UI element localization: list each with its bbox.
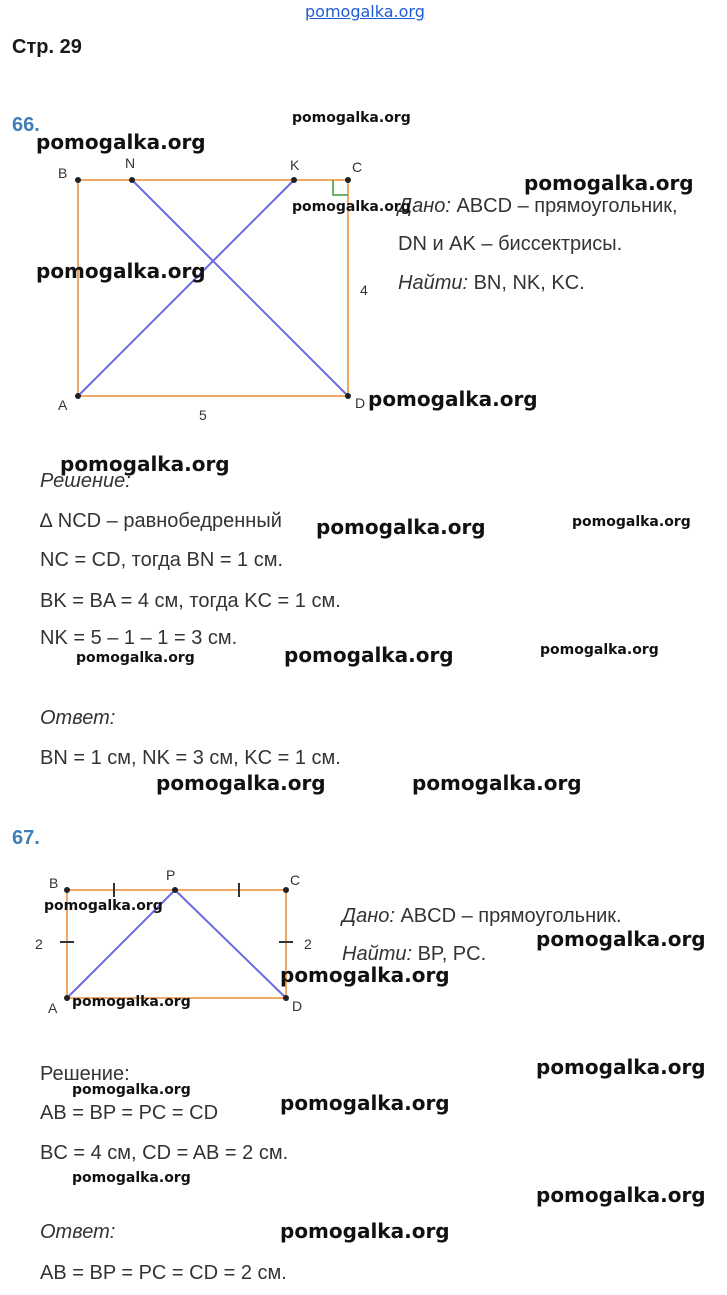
task-66-find	[398, 272, 585, 295]
watermark: pomogalka.org	[316, 515, 486, 539]
task-67-answer-label: Ответ:	[40, 1221, 116, 1243]
task-67-number: 67.	[12, 827, 40, 849]
task-66-number: 66.	[12, 114, 40, 136]
watermark: pomogalka.org	[284, 643, 454, 667]
watermark: pomogalka.org	[540, 642, 659, 658]
watermark: pomogalka.org	[280, 1091, 450, 1115]
watermark: pomogalka.org	[524, 171, 694, 195]
task-66-figure	[50, 152, 370, 432]
label-ab-length: 2	[35, 936, 43, 952]
watermark: pomogalka.org	[72, 994, 191, 1010]
watermark: pomogalka.org	[156, 771, 326, 795]
task-66-find-label: Найти:	[398, 272, 469, 294]
label-d: D	[355, 395, 366, 411]
point-b	[75, 177, 81, 183]
point-n	[129, 177, 135, 183]
task-66-solution-line: NK = 5 – 1 – 1 = 3 см.	[40, 627, 238, 649]
watermark: pomogalka.org	[412, 771, 582, 795]
watermark: pomogalka.org	[536, 1055, 706, 1079]
task-66-given-text: ABCD – прямоугольник,	[450, 195, 678, 217]
label-c: C	[290, 872, 301, 888]
label-b: B	[49, 875, 59, 891]
watermark: pomogalka.org	[536, 1183, 706, 1207]
label-d: D	[292, 998, 303, 1014]
segment-pd	[175, 890, 286, 998]
task-66-find-text: BN, NK, KC.	[468, 272, 585, 294]
label-c: C	[352, 159, 363, 175]
watermark: pomogalka.org	[36, 130, 206, 154]
watermark: pomogalka.org	[280, 1219, 450, 1243]
task-67-given-text: ABCD – прямоугольник.	[394, 905, 622, 927]
task-66-given	[398, 195, 678, 218]
watermark: pomogalka.org	[536, 927, 706, 951]
point-k	[291, 177, 297, 183]
watermark: pomogalka.org	[572, 514, 691, 530]
watermark: pomogalka.org	[76, 650, 195, 666]
watermark: pomogalka.org	[72, 1082, 191, 1098]
watermark: pomogalka.org	[368, 387, 538, 411]
label-k: K	[290, 157, 300, 173]
task-67-find-text: BP, PC.	[412, 943, 487, 965]
task-66-given-2: DN и AK – биссектрисы.	[398, 233, 623, 255]
watermark: pomogalka.org	[44, 898, 163, 914]
watermark: pomogalka.org	[280, 963, 450, 987]
watermark: pomogalka.org	[292, 199, 411, 215]
label-side-ad: 5	[199, 407, 207, 423]
task-66-solution-label: Решение:	[40, 470, 131, 492]
point-c	[283, 887, 289, 893]
label-a: A	[48, 1000, 58, 1016]
label-cd-length: 2	[304, 936, 312, 952]
page-number: Стр. 29	[12, 36, 82, 58]
task-67-answer: AB = BP = PC = CD = 2 см.	[40, 1262, 287, 1284]
right-angle-mark	[333, 180, 348, 195]
watermark: pomogalka.org	[36, 259, 206, 283]
task-66-answer-label: Ответ:	[40, 707, 116, 729]
label-b: B	[58, 165, 68, 181]
task-67-given	[342, 905, 622, 928]
task-67-given-label: Дано:	[342, 905, 395, 927]
point-d	[283, 995, 289, 1001]
point-p	[172, 887, 178, 893]
label-side-cd: 4	[360, 282, 368, 298]
label-p: P	[166, 867, 176, 883]
task-67-find-label: Найти:	[342, 943, 413, 965]
point-b	[64, 887, 70, 893]
task-66-answer: BN = 1 см, NK = 3 см, KC = 1 см.	[40, 747, 341, 769]
task-66-solution-line: BK = BA = 4 см, тогда KC = 1 см.	[40, 590, 341, 612]
task-67-solution-line: BC = 4 см, CD = AB = 2 см.	[40, 1142, 289, 1164]
task-66-given-label: Дано:	[398, 195, 451, 217]
point-d	[345, 393, 351, 399]
task-66-solution-line: ∆ NCD – равнобедренный	[40, 510, 282, 532]
task-66-solution-line: NC = CD, тогда BN = 1 см.	[40, 549, 284, 571]
bisector-ak	[78, 180, 294, 396]
point-c	[345, 177, 351, 183]
point-a	[75, 393, 81, 399]
label-n: N	[125, 155, 136, 171]
watermark: pomogalka.org	[60, 452, 230, 476]
point-a	[64, 995, 70, 1001]
watermark: pomogalka.org	[72, 1170, 191, 1186]
task-67-solution-line: AB = BP = PC = CD	[40, 1102, 219, 1124]
watermark: pomogalka.org	[292, 110, 411, 126]
task-67-solution-label: Решение:	[40, 1063, 130, 1085]
site-link[interactable]: pomogalka.org	[305, 2, 425, 21]
label-a: A	[58, 397, 68, 413]
